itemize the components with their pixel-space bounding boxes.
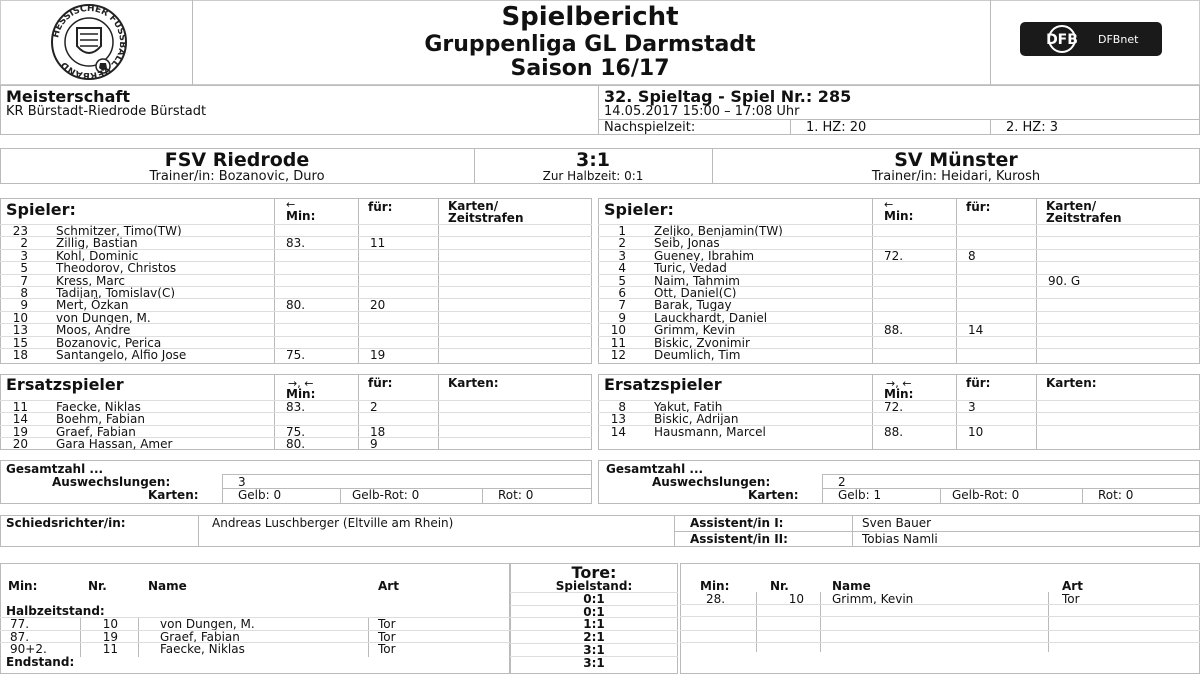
home-sub-min: 83. <box>286 400 306 414</box>
goal-away-min: 28. <box>706 592 726 606</box>
goal-col-divider <box>1048 592 1049 652</box>
away-sub-fuer: 10 <box>968 424 984 439</box>
goals-away-g_art-heading: Art <box>1062 579 1083 593</box>
away-karten-label: Karten: <box>748 488 799 502</box>
away-karten-heading2: Zeitstrafen <box>1046 211 1122 225</box>
goals-home-g_art-heading: Art <box>378 579 399 593</box>
goal-home-art: Tor <box>378 642 396 657</box>
home-sub-name: Boehm, Fabian <box>56 412 145 427</box>
scoreline-entry: 3:1 <box>583 642 605 657</box>
goal-col-divider <box>138 617 139 657</box>
home-sub-fuer: 2 <box>370 400 378 414</box>
goals-home-g_min-heading: Min: <box>8 579 38 593</box>
nachspielzeit-label: Nachspielzeit: <box>604 120 696 135</box>
goal-home-art: Tor <box>378 617 396 631</box>
away-player-name: Zeljko, Benjamin(TW) <box>654 224 783 238</box>
away-player-nr: 9 <box>618 310 626 325</box>
goal-home-min: 90+2. <box>10 642 47 657</box>
goals-away-g_name-heading: Name <box>832 579 871 593</box>
away-min-arrow: ← <box>884 198 894 211</box>
home-ersatz-heading: Ersatzspieler <box>6 375 124 394</box>
away-player-name: Biskic, Zvonimir <box>654 335 750 350</box>
home-player-name: Tadijan, Tomislav(C) <box>56 286 176 300</box>
goal-away-line <box>680 630 1200 631</box>
goal-col-divider <box>756 592 757 652</box>
home-player-name: Santangelo, Alfio Jose <box>56 348 187 362</box>
goal-home-name: von Dungen, M. <box>160 617 255 631</box>
home-gelbrot: Gelb-Rot: 0 <box>352 488 420 502</box>
away-player-nr: 6 <box>618 286 626 300</box>
home-player-name: Schmitzer, Timo(TW) <box>56 224 182 238</box>
spielstand-label: Spielstand: <box>555 579 633 593</box>
away-coach: Trainer/in: Heidari, Kurosh <box>871 169 1041 184</box>
home-player-fuer: 20 <box>370 298 386 313</box>
home-player-name: von Dungen, M. <box>56 310 151 325</box>
home-coach: Trainer/in: Bozanovic, Duro <box>149 169 325 184</box>
away-min-heading: Min: <box>884 209 914 223</box>
goal-away-line <box>680 616 1200 617</box>
home-player-name: Bozanovic, Perica <box>56 335 162 350</box>
away-player-name: Grimm, Kevin <box>654 323 736 338</box>
away-ersatz-heading: Ersatzspieler <box>604 375 722 394</box>
away-sub-nr: 8 <box>618 400 626 414</box>
scoreline-entry: 1:1 <box>583 617 605 632</box>
away-sub-fuer: 3 <box>968 400 976 414</box>
home-karten-heading1: Karten/ <box>448 199 499 213</box>
goal-row-line <box>0 642 510 643</box>
home-karten-heading2: Zeitstrafen <box>448 211 524 225</box>
goal-home-name: Graef, Fabian <box>160 629 240 644</box>
away-player-min: 88. <box>884 323 904 338</box>
away-subs-count: 2 <box>838 475 846 489</box>
hfv-seal-icon <box>14 2 164 82</box>
goal-away-art: Tor <box>1062 592 1080 606</box>
away-sub-karten-heading: Karten: <box>1046 376 1097 390</box>
home-fuer-heading: für: <box>368 200 393 214</box>
goal-home-nr: 19 <box>102 629 118 644</box>
goal-away-name: Grimm, Kevin <box>832 592 914 606</box>
home-sub-name: Graef, Fabian <box>56 424 136 439</box>
home-sub-karten-heading: Karten: <box>448 376 499 390</box>
halbzeitstand-label: Halbzeitstand: <box>6 604 105 618</box>
goal-away-line <box>680 604 1200 605</box>
home-sub-name: Gara Hassan, Amer <box>56 437 173 452</box>
home-player-nr: 9 <box>20 298 28 313</box>
goal-away-nr: 10 <box>788 592 804 606</box>
home-player-name: Zillig, Bastian <box>56 236 138 251</box>
away-player-nr: 2 <box>618 236 626 251</box>
home-player-name: Mert, Özkan <box>56 298 129 313</box>
goal-away-line <box>680 642 1200 643</box>
home-gesamtzahl: Gesamtzahl ... <box>6 462 104 476</box>
home-player-name: Kohl, Dominic <box>56 248 139 263</box>
away-player-fuer: 14 <box>968 323 984 338</box>
home-subs-count: 3 <box>238 475 246 489</box>
home-gelb: Gelb: 0 <box>238 488 282 502</box>
home-sub-name: Faecke, Niklas <box>56 400 141 414</box>
home-player-nr: 15 <box>12 335 28 350</box>
home-player-name: Kress, Marc <box>56 273 126 288</box>
halftime2-extra: 2. HZ: 3 <box>1006 120 1058 135</box>
home-min-arrow: ← <box>286 198 296 211</box>
home-player-nr: 18 <box>12 348 28 362</box>
home-player-nr: 5 <box>20 261 28 276</box>
away-sub-min-heading: Min: <box>884 387 914 401</box>
away-player-nr: 5 <box>618 273 626 288</box>
home-min-heading: Min: <box>286 209 316 223</box>
away-sub-name: Hausmann, Marcel <box>654 424 766 439</box>
home-sub-nr: 14 <box>12 412 28 427</box>
away-player-nr: 11 <box>610 335 626 350</box>
goal-home-min: 87. <box>10 629 30 644</box>
svg-text:DFB: DFB <box>1046 32 1078 48</box>
home-player-name: Moos, Andre <box>56 323 131 338</box>
home-player-nr: 7 <box>20 273 28 288</box>
away-sub-min: 72. <box>884 400 904 414</box>
away-player-nr: 4 <box>618 261 626 276</box>
away-fuer-heading: für: <box>966 200 991 214</box>
away-player-name: Lauckhardt, Daniel <box>654 310 768 325</box>
halftime1-extra: 1. HZ: 20 <box>806 120 867 135</box>
dfbnet-logo <box>1020 22 1162 56</box>
goals-away-g_min-heading: Min: <box>700 579 730 593</box>
home-rot: Rot: 0 <box>498 488 534 502</box>
home-player-nr: 2 <box>20 236 28 251</box>
home-sub-fuer-heading: für: <box>368 376 393 390</box>
away-player-nr: 3 <box>618 248 626 263</box>
away-team: SV Münster <box>894 149 1018 171</box>
goal-col-divider <box>80 617 81 657</box>
home-player-fuer: 19 <box>370 348 386 362</box>
home-sub-fuer: 18 <box>370 424 386 439</box>
goals-home-box <box>0 563 510 674</box>
home-player-nr: 23 <box>12 224 28 238</box>
away-gelb: Gelb: 1 <box>838 488 882 502</box>
svg-text:HESSISCHER FUSSBALL VERBAND: HESSISCHER FUSSBALL VERBAND <box>51 3 128 81</box>
away-sub-nr: 13 <box>610 412 626 427</box>
goals-home-g_name-heading: Name <box>148 579 187 593</box>
home-team: FSV Riedrode <box>164 149 310 171</box>
goal-col-divider <box>820 592 821 652</box>
away-player-nr: 1 <box>618 224 626 238</box>
away-sub-fuer-heading: für: <box>966 376 991 390</box>
goal-col-divider <box>368 617 369 657</box>
goals-away-g_nr-heading: Nr. <box>770 579 789 593</box>
scoreline-entry: 0:1 <box>583 604 605 619</box>
home-player-min: 80. <box>286 298 306 313</box>
away-sub-name: Yakut, Fatih <box>654 400 723 414</box>
away-player-karten: 90. G <box>1048 273 1081 288</box>
referee-name: Andreas Luschberger (Eltville am Rhein) <box>212 516 454 530</box>
assistant2-label: Assistent/in II: <box>690 532 788 546</box>
goal-home-name: Faecke, Niklas <box>160 642 245 657</box>
home-sub-nr: 20 <box>12 437 28 452</box>
home-player-nr: 10 <box>12 310 28 325</box>
home-col-divider <box>274 198 275 364</box>
matchday: 32. Spieltag - Spiel Nr.: 285 <box>604 87 852 106</box>
goal-home-min: 77. <box>10 617 30 631</box>
competition-type: Meisterschaft <box>6 87 130 106</box>
goal-home-nr: 11 <box>102 642 118 657</box>
home-sub-min-heading: Min: <box>286 387 316 401</box>
league-name: Gruppenliga GL Darmstadt <box>424 32 756 57</box>
match-datetime: 14.05.2017 15:00 – 17:08 Uhr <box>604 104 800 119</box>
goal-row-line <box>0 617 510 618</box>
away-rot: Rot: 0 <box>1098 488 1134 502</box>
goal-row-line <box>0 630 510 631</box>
away-auswechslungen-label: Auswechslungen: <box>652 475 771 489</box>
dfbnet-label: DFBnet <box>1098 33 1139 46</box>
home-player-nr: 8 <box>20 286 28 300</box>
away-col-divider <box>1036 198 1037 364</box>
home-sub-fuer: 9 <box>370 437 378 452</box>
assistant1-name: Sven Bauer <box>862 516 932 530</box>
scoreline-entry: 3:1 <box>583 655 605 670</box>
home-player-nr: 13 <box>12 323 28 338</box>
home-player-min: 83. <box>286 236 306 251</box>
goals-title: Tore: <box>571 563 617 582</box>
goal-home-nr: 10 <box>102 617 118 631</box>
hfv-logo <box>14 2 164 82</box>
home-sub-min: 80. <box>286 437 306 452</box>
home-karten-label: Karten: <box>148 488 199 502</box>
away-spieler-heading: Spieler: <box>604 200 674 219</box>
home-sub-nr: 19 <box>12 424 28 439</box>
scoreline-entry: 0:1 <box>583 592 605 606</box>
endstand-label: Endstand: <box>6 655 75 669</box>
away-sub-nr: 14 <box>610 424 626 439</box>
away-player-name: Barak, Tugay <box>654 298 732 313</box>
home-col-divider <box>358 198 359 364</box>
away-player-name: Deumlich, Tim <box>654 348 741 362</box>
home-auswechslungen-label: Auswechslungen: <box>52 475 171 489</box>
goals-away-box <box>680 563 1200 674</box>
away-karten-heading1: Karten/ <box>1046 199 1097 213</box>
away-player-nr: 7 <box>618 298 626 313</box>
season: Saison 16/17 <box>510 56 670 81</box>
home-player-name: Theodorov, Christos <box>56 261 177 276</box>
away-gesamtzahl: Gesamtzahl ... <box>606 462 704 476</box>
away-sub-name: Biskic, Adrijan <box>654 412 739 427</box>
home-player-min: 75. <box>286 348 306 362</box>
home-col-divider <box>438 198 439 364</box>
home-sub-arrows: →, ← <box>288 377 314 390</box>
away-gelbrot: Gelb-Rot: 0 <box>952 488 1020 502</box>
assistant1-label: Assistent/in I: <box>690 516 784 530</box>
away-player-nr: 10 <box>610 323 626 338</box>
away-col-divider <box>956 198 957 364</box>
away-player-name: Ott, Daniel(C) <box>654 286 737 300</box>
home-player-fuer: 11 <box>370 236 386 251</box>
away-player-fuer: 8 <box>968 248 976 263</box>
final-score: 3:1 <box>575 149 611 171</box>
away-player-min: 72. <box>884 248 904 263</box>
away-col-divider <box>872 198 873 364</box>
home-sub-min: 75. <box>286 424 306 439</box>
away-sub-min: 88. <box>884 424 904 439</box>
away-player-nr: 12 <box>610 348 626 362</box>
away-player-name: Turic, Vedad <box>654 261 727 276</box>
away-sub-arrows: →, ← <box>886 377 912 390</box>
district: KR Bürstadt-Riedrode Bürstadt <box>6 104 207 119</box>
goal-home-art: Tor <box>378 629 396 644</box>
away-player-name: Naim, Tahmim <box>654 273 740 288</box>
halftime-score: Zur Halbzeit: 0:1 <box>542 169 644 183</box>
home-sub-nr: 11 <box>12 400 28 414</box>
assistant2-name: Tobias Namli <box>862 532 938 546</box>
report-title: Spielbericht <box>501 2 679 32</box>
dfb-emblem-icon <box>1032 22 1092 56</box>
referee-label: Schiedsrichter/in: <box>6 516 126 530</box>
away-player-name: Seib, Jonas <box>654 236 720 251</box>
home-spieler-heading: Spieler: <box>6 200 76 219</box>
goals-home-g_nr-heading: Nr. <box>88 579 107 593</box>
home-player-nr: 3 <box>20 248 28 263</box>
away-player-name: Gueney, Ibrahim <box>654 248 755 263</box>
scoreline-entry: 2:1 <box>583 630 605 645</box>
